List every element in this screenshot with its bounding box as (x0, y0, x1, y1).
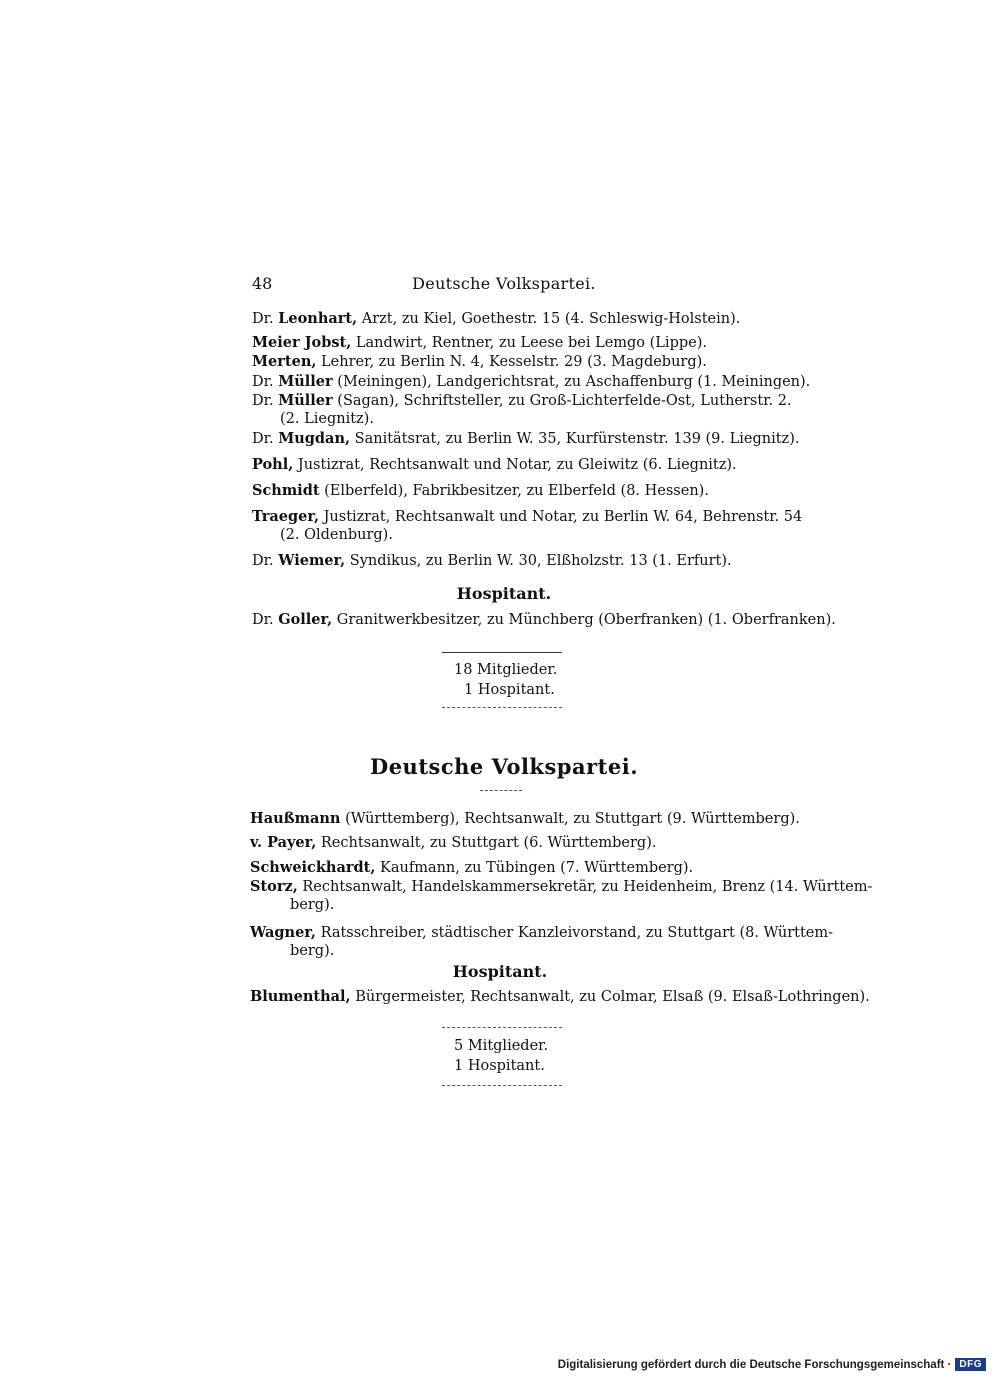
member-details-continued: berg). (290, 897, 335, 913)
member-details: (Meiningen), Landgerichtsrat, zu Aschaffenburg (1. Meiningen). (332, 374, 811, 390)
members-count: 5 Mitglieder. (454, 1038, 549, 1054)
digitization-footer (558, 1358, 986, 1371)
hospitant-heading: Hospitant. (456, 584, 552, 603)
member-details: Arzt, zu Kiel, Goethestr. 15 (4. Schleswig-Holstein). (357, 311, 741, 327)
member-name: Haußmann (250, 810, 341, 827)
member-name: Schmidt (252, 482, 320, 499)
title-prefix: Dr. (252, 553, 279, 569)
member-details-continued: (2. Oldenburg). (280, 527, 393, 543)
hospitant-details: Granitwerkbesitzer, zu Münchberg (Oberfranken) (1. Oberfranken). (332, 612, 836, 628)
member-details: Justizrat, Rechtsanwalt und Notar, zu Berlin W. 64, Behrenstr. 54 (319, 509, 803, 525)
member-name: Wiemer, (278, 552, 346, 569)
member-details: (Sagan), Schriftsteller, zu Groß-Lichterfelde-Ost, Lutherstr. 2. (332, 393, 792, 409)
totals-block (454, 660, 557, 700)
member-entry (252, 430, 799, 448)
member-entry (252, 373, 810, 391)
title-prefix: Dr. (252, 311, 279, 327)
member-details: Justizrat, Rechtsanwalt und Notar, zu Gleiwitz (6. Liegnitz). (293, 457, 737, 473)
hospitant-name: Blumenthal, (250, 988, 351, 1005)
member-entry (252, 508, 802, 544)
page-header (252, 274, 756, 296)
member-entry (252, 456, 737, 474)
member-details: Lehrer, zu Berlin N. 4, Kesselstr. 29 (3. Magdeburg). (316, 354, 707, 370)
title-prefix: Dr. (252, 393, 279, 409)
hospitants-count: 1 Hospitant. (464, 682, 555, 698)
hospitant-entry (250, 988, 870, 1006)
hospitants-count: 1 Hospitant. (454, 1058, 545, 1074)
member-name: Pohl, (252, 456, 294, 473)
hospitant-name: Goller, (278, 611, 333, 628)
member-name: Müller (278, 373, 333, 390)
member-entry (250, 878, 872, 914)
running-head: Deutsche Volkspartei. (412, 274, 596, 293)
divider-rule (442, 707, 562, 708)
title-prefix: Dr. (252, 374, 279, 390)
footer-text: Digitalisierung gefördert durch die Deutsche Forschungsgemeinschaft · (557, 1358, 952, 1371)
member-entry (252, 353, 707, 371)
member-details-continued: (2. Liegnitz). (280, 411, 374, 427)
member-entry (250, 859, 693, 877)
member-entry (250, 810, 800, 828)
hospitant-entry (252, 611, 836, 629)
member-name: Meier Jobst, (252, 334, 352, 351)
title-prefix: Dr. (252, 431, 279, 447)
member-details: (Elberfeld), Fabrikbesitzer, zu Elberfeld (8. Hessen). (319, 483, 709, 499)
divider-rule (480, 790, 522, 791)
member-name: v. Payer, (250, 834, 317, 851)
party-heading: Deutsche Volkspartei. (369, 754, 639, 779)
member-details: Sanitätsrat, zu Berlin W. 35, Kurfürstenstr. 139 (9. Liegnitz). (350, 431, 800, 447)
title-prefix: Dr. (252, 612, 279, 628)
member-details: Ratsschreiber, städtischer Kanzleivorstand, zu Stuttgart (8. Württem- (315, 925, 834, 941)
member-entry (252, 482, 709, 500)
member-entry (252, 552, 732, 570)
member-entry (252, 310, 740, 328)
member-name: Traeger, (252, 508, 319, 525)
totals-block (454, 1036, 548, 1076)
member-entry (250, 924, 833, 960)
dfg-logo: DFG (955, 1358, 986, 1371)
member-name: Merten, (252, 353, 317, 370)
member-name: Storz, (250, 878, 298, 895)
member-name: Mugdan, (278, 430, 351, 447)
member-details: Kaufmann, zu Tübingen (7. Württemberg). (375, 860, 694, 876)
member-entry (250, 834, 656, 852)
divider-rule (442, 1085, 562, 1086)
page-number: 48 (252, 274, 273, 293)
member-entry (252, 392, 792, 428)
hospitant-details: Bürgermeister, Rechtsanwalt, zu Colmar, Elsaß (9. Elsaß-Lothringen). (350, 989, 870, 1005)
member-details-continued: berg). (290, 943, 335, 959)
divider-rule (442, 1027, 562, 1028)
member-details: Syndikus, zu Berlin W. 30, Elßholzstr. 13 (1. Erfurt). (345, 553, 732, 569)
divider-rule (442, 652, 562, 653)
member-details: (Württemberg), Rechtsanwalt, zu Stuttgart (9. Württemberg). (340, 811, 800, 827)
member-details: Rechtsanwalt, Handelskammersekretär, zu Heidenheim, Brenz (14. Württem- (297, 879, 873, 895)
member-name: Leonhart, (278, 310, 358, 327)
member-details: Landwirt, Rentner, zu Leese bei Lemgo (Lippe). (351, 335, 707, 351)
hospitant-heading: Hospitant. (452, 962, 548, 981)
member-details: Rechtsanwalt, zu Stuttgart (6. Württemberg). (316, 835, 657, 851)
members-count: 18 Mitglieder. (454, 662, 558, 678)
member-name: Schweickhardt, (250, 859, 376, 876)
member-entry (252, 334, 707, 352)
member-name: Müller (278, 392, 333, 409)
member-name: Wagner, (250, 924, 316, 941)
